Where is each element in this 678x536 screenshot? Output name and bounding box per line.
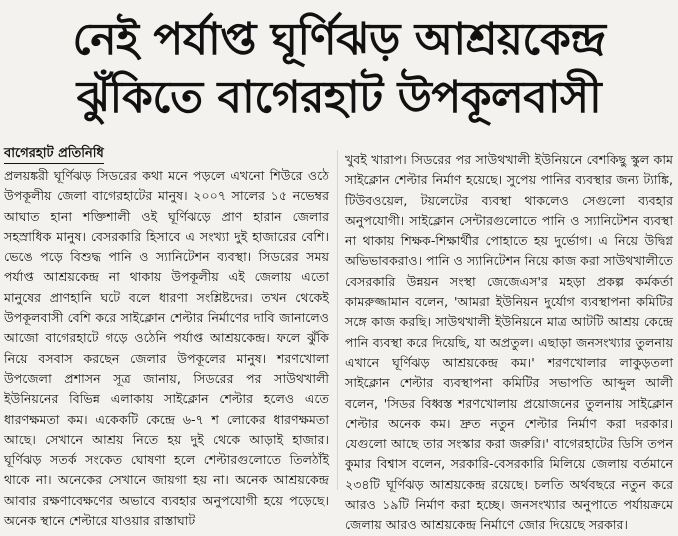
- article-column-right: খুবই খারাপ। সিডরের পর সাউথখালী ইউনিয়নে বেশকিছু স্কুল কাম সাইক্লোন শেল্টার নির্মাণ হয়েছে। সুপেয় পানির ব্যবস্থার জন্য ট্যাঙ্কি, টিউবওয়েল, টয়লেটের ব্যবস্থা থাকলেও সেগুলো ব্যবহার অনুপযোগী। সাইক্লোন সেন্টারগুলোতে পানি ও স্যানিটেশন ব্যবস্থা না থাকায় শিক্ষক-শিক্ষার্থীর পোহাতে হয় দুর্ভোগ। এ নিয়ে উদ্বিগ্ন অভিভাবকরাও। পানি ও স্যানিটেশন নিয়ে কাজ করা সাউথখালীতে বেসরকারি উন্নয়ন সংস্থা জেজেএস'র মহড়া প্রকল্প কর্মকর্তা কামরুজ্জামান বলেন, 'আমরা ইউনিয়ন দুর্যোগ ব্যবস্থাপনা কমিটির সঙ্গে কাজ করছি। সাউথখালী ইউনিয়নে মাত্র আটটি আশ্রয় কেন্দ্রে পানি ব্যবস্থা করে দিয়েছি, যা অপ্রতুল। এছাড়া জনসংখ্যার তুলনায় এখানে ঘূর্ণিঝড় আশ্রয়কেন্দ্র কম।' শরণখোলার লাকুড়তলা সাইক্লোন শেল্টার ব্যবস্থাপনা কমিটির সভাপতি আব্দুল আলী বলেন, 'সিডর বিধ্বস্ত শরণখোলায় প্রয়োজনের তুলনায় সাইক্লোন শেল্টার অনেক কম। দ্রুত নতুন শেল্টার নির্মাণ করা দরকার। যেগুলো আছে তার সংস্কার করা জরুরি।' বাগেরহাটের ডিসি তপন কুমার বিশ্বাস বলেন, সরকারি-বেসরকারি মিলিয়ে জেলায় বর্তমানে ২৩৪টি ঘূর্ণিঝড় আশ্রয়কেন্দ্র রয়েছে। চলতি অর্থবছরে নতুন করে আরও ১৯টি নির্মাণ করা হচ্ছে। জনসংখ্যার অনুপাতে পর্যায়ক্রমে জেলায় আরও আশ্রয়কেন্দ্র নির্মাণে জোর দিয়েছে সরকার।: [345, 152, 673, 533]
- headline-line-1: নেই পর্যাপ্ত ঘূর্ণিঝড় আশ্রয়কেন্দ্র: [72, 14, 606, 65]
- headline: [0, 0, 678, 138]
- byline: বাগেরহাট প্রতিনিধি: [4, 146, 104, 164]
- article-column-left: প্রলয়ঙ্করী ঘূর্ণিঝড় সিডরের কথা মনে পড়লে এখনো শিউরে ওঠে উপকূলীয় জেলা বাগেরহাটের মানুষ। ২০০৭ সালের ১৫ নভেম্বর আঘাত হানা শক্তিশালী ওই ঘূর্ণিঝড়ে প্রাণ হারান জেলার সহস্রাধিক মানুষ। বেসরকারি হিসাবে এ সংখ্যা দুই হাজারের বেশি। ভেঙে পড়ে বিশুদ্ধ পানি ও স্যানিটেশন ব্যবস্থা। সিডরের সময় পর্যাপ্ত আশ্রয়কেন্দ্র না থাকায় উপকূলীয় এই জেলায় এতো মানুষের প্রাণহানি ঘটে বলে ধারণা সংশ্লিষ্টদের। তখন থেকেই উপকূলবাসী বেশি করে সাইক্লোন শেল্টার নির্মাণের দাবি জানালেও আজো বাগেরহাটে গড়ে ওঠেনি পর্যাপ্ত আশ্রয়কেন্দ্র। ফলে ঝুঁকি নিয়ে বসবাস করছেন জেলার উপকূলের মানুষ। শরণখোলা উপজেলা প্রশাসন সূত্র জানায়, সিডরের পর সাউথখালী ইউনিয়নের বিভিন্ন এলাকায় সাইক্লোন শেল্টার হলেও এতে ধারণক্ষমতা কম। একেকটি কেন্দ্রে ৬-৭ শ লোকের ধারণক্ষমতা আছে। সেখানে আশ্রয় নিতে হয় দুই থেকে আড়াই হাজার। ঘূর্ণিঝড় সতর্ক সংকেত ঘোষণা হলে শেল্টারগুলোতে তিলঠাঁই থাকে না। অনেকের সেখানে জায়গা হয় না। অনেক আশ্রয়কেন্দ্র আবার রক্ষণাবেক্ষণের অভাবে ব্যবহার অনুপযোগী হয়ে পড়েছে। অনেক স্থানে শেল্টারে যাওয়ার রাস্তাঘাট: [4, 168, 329, 529]
- headline-line-2: ঝুঁকিতে বাগেরহাট উপকূলবাসী: [76, 72, 602, 123]
- column-divider: [337, 150, 338, 490]
